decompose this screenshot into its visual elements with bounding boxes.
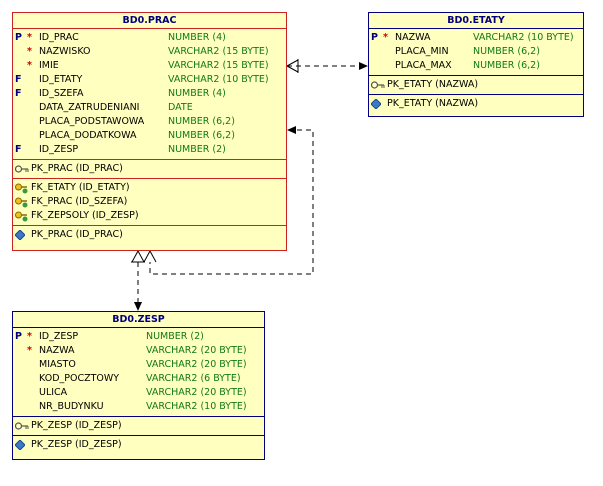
pk-label: PK_PRAC (ID_PRAC): [31, 163, 123, 174]
column-name: ID_PRAC: [39, 32, 79, 43]
fk-row[interactable]: [13, 209, 286, 223]
column-flag: F: [15, 88, 22, 99]
column-type: NUMBER (2): [146, 331, 204, 342]
index-label: PK_ETATY (NAZWA): [387, 98, 479, 109]
required-marker: *: [27, 60, 32, 71]
column-type: NUMBER (6,2): [168, 116, 235, 127]
index-row[interactable]: [13, 228, 286, 242]
index-section: [13, 436, 264, 454]
index-diamond-icon: [371, 99, 381, 109]
column-row[interactable]: [13, 344, 264, 358]
pk-row[interactable]: [13, 419, 264, 433]
pk-section: [369, 76, 583, 95]
table-prac[interactable]: [12, 12, 287, 251]
column-name: ID_ETATY: [39, 74, 83, 85]
column-name: PLACA_DODATKOWA: [39, 130, 137, 141]
column-name: NAZWA: [39, 345, 75, 356]
foreign-key-icon: [15, 197, 29, 208]
column-name: PLACA_MAX: [395, 60, 452, 71]
key-icon: [371, 80, 385, 90]
index-diamond-icon: [15, 230, 25, 240]
pk-section: [13, 160, 286, 179]
foreign-key-icon: [15, 183, 29, 194]
column-type: VARCHAR2 (10 BYTE): [473, 32, 574, 43]
column-type: NUMBER (6,2): [168, 130, 235, 141]
index-label: PK_ZESP (ID_ZESP): [31, 439, 122, 450]
column-type: NUMBER (4): [168, 32, 226, 43]
pk-label: PK_ZESP (ID_ZESP): [31, 420, 122, 431]
column-type: NUMBER (4): [168, 88, 226, 99]
required-marker: *: [27, 32, 32, 43]
table-etaty[interactable]: [368, 12, 584, 117]
column-row[interactable]: [13, 358, 264, 372]
column-name: PLACA_MIN: [395, 46, 449, 57]
fk-row[interactable]: [13, 181, 286, 195]
table-zesp[interactable]: [12, 311, 265, 460]
required-marker: *: [27, 331, 32, 342]
column-type: NUMBER (2): [168, 144, 226, 155]
table-title: BD0.PRAC: [13, 13, 286, 29]
fk-row[interactable]: [13, 195, 286, 209]
column-name: DATA_ZATRUDENIANI: [39, 102, 140, 113]
column-type: VARCHAR2 (20 BYTE): [146, 345, 247, 356]
column-name: IMIE: [39, 60, 59, 71]
columns-section: [369, 29, 583, 76]
column-type: VARCHAR2 (20 BYTE): [146, 387, 247, 398]
index-row[interactable]: [13, 438, 264, 452]
column-row[interactable]: [13, 115, 286, 129]
key-icon: [15, 164, 29, 174]
fk-label: FK_ZEPSOLY (ID_ZESP): [31, 210, 139, 221]
column-flag: F: [15, 144, 22, 155]
column-row[interactable]: [13, 330, 264, 344]
index-section: [13, 226, 286, 244]
key-icon: [15, 421, 29, 431]
pk-section: [13, 417, 264, 436]
table-title: BD0.ZESP: [13, 312, 264, 328]
column-flag: P: [15, 331, 22, 342]
column-row[interactable]: [369, 31, 583, 45]
required-marker: *: [27, 46, 32, 57]
column-type: DATE: [168, 102, 193, 113]
column-type: VARCHAR2 (20 BYTE): [146, 359, 247, 370]
column-row[interactable]: [13, 372, 264, 386]
column-row[interactable]: [13, 87, 286, 101]
foreign-key-icon: [15, 211, 29, 222]
column-name: KOD_POCZTOWY: [39, 373, 120, 384]
column-type: VARCHAR2 (10 BYTE): [146, 401, 247, 412]
columns-section: [13, 29, 286, 160]
column-name: NAZWISKO: [39, 46, 91, 57]
fk-label: FK_ETATY (ID_ETATY): [31, 182, 130, 193]
column-flag: P: [15, 32, 22, 43]
table-title: BD0.ETATY: [369, 13, 583, 29]
index-label: PK_PRAC (ID_PRAC): [31, 229, 123, 240]
relationship-prac-etaty[interactable]: [287, 59, 368, 73]
column-name: NR_BUDYNKU: [39, 401, 104, 412]
column-row[interactable]: [13, 129, 286, 143]
column-flag: P: [371, 32, 378, 43]
column-type: VARCHAR2 (15 BYTE): [168, 46, 269, 57]
fk-label: FK_PRAC (ID_SZEFA): [31, 196, 128, 207]
required-marker: *: [383, 32, 388, 43]
column-type: VARCHAR2 (10 BYTE): [168, 74, 269, 85]
column-name: ID_ZESP: [39, 331, 79, 342]
column-name: PLACA_PODSTAWOWA: [39, 116, 145, 127]
column-name: NAZWA: [395, 32, 431, 43]
column-type: VARCHAR2 (6 BYTE): [146, 373, 241, 384]
column-row[interactable]: [13, 59, 286, 73]
columns-section: [13, 328, 264, 417]
pk-row[interactable]: [369, 78, 583, 92]
column-name: ID_ZESP: [39, 144, 79, 155]
column-row[interactable]: [13, 73, 286, 87]
index-diamond-icon: [15, 440, 25, 450]
column-row[interactable]: [13, 143, 286, 157]
column-type: NUMBER (6,2): [473, 60, 540, 71]
column-flag: F: [15, 74, 22, 85]
column-type: NUMBER (6,2): [473, 46, 540, 57]
column-name: ID_SZEFA: [39, 88, 84, 99]
column-row[interactable]: [369, 59, 583, 73]
column-type: VARCHAR2 (15 BYTE): [168, 60, 269, 71]
relationship-prac-zesp[interactable]: [131, 251, 145, 311]
column-row[interactable]: [13, 386, 264, 400]
column-row[interactable]: [13, 101, 286, 115]
pk-label: PK_ETATY (NAZWA): [387, 79, 479, 90]
column-row[interactable]: [13, 31, 286, 45]
column-row[interactable]: [13, 400, 264, 414]
column-row[interactable]: [369, 45, 583, 59]
index-section: [369, 95, 583, 113]
column-row[interactable]: [13, 45, 286, 59]
column-name: ULICA: [39, 387, 68, 398]
pk-row[interactable]: [13, 162, 286, 176]
index-row[interactable]: [369, 97, 583, 111]
fk-section: [13, 179, 286, 226]
required-marker: *: [27, 345, 32, 356]
column-name: MIASTO: [39, 359, 76, 370]
